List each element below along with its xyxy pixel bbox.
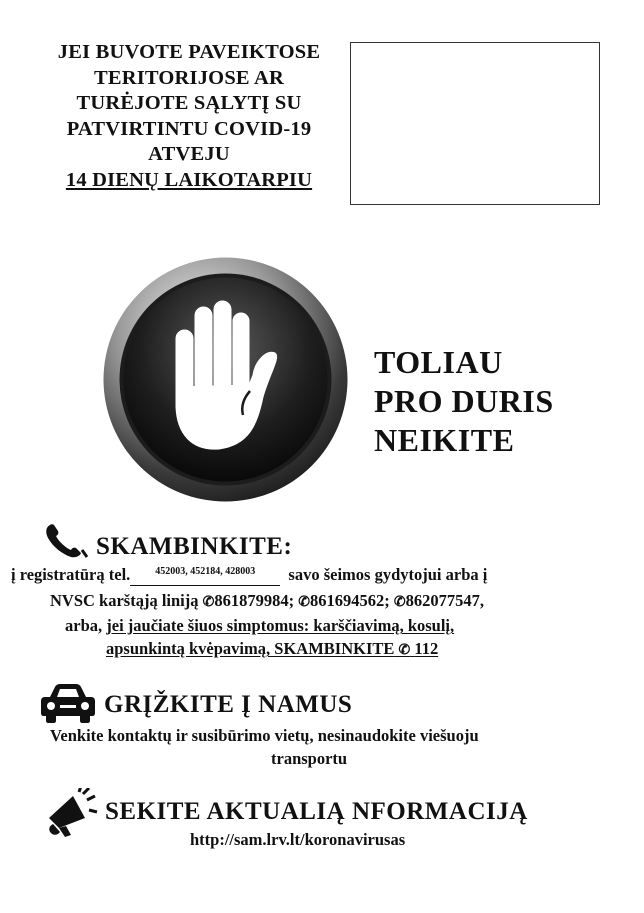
call-line-2	[50, 591, 484, 611]
home-section-title: GRĮŽKITE Į NAMUS	[104, 691, 353, 718]
info-url: http://sam.lrv.lt/koronavirusas	[190, 830, 406, 849]
hotline-phone-1: 861879984;	[214, 591, 295, 610]
phone-icon	[44, 523, 88, 559]
emergency-line	[106, 639, 438, 658]
symptoms-text: jei jaučiate šiuos simptomus: karščiavimą, kosulį,	[106, 616, 455, 635]
header-period-line: 14 DIENŲ LAIKOTARPIU	[65, 168, 313, 191]
registration-text: į registratūrą tel.	[11, 565, 131, 584]
call-line-1	[11, 565, 487, 586]
home-line-1: Venkite kontaktų ir susibūrimo vietų, nesinaudokite viešuoju	[50, 726, 479, 745]
call-line-3	[65, 616, 454, 636]
phone-small-icon: ✆	[393, 595, 406, 610]
header-line: ATVEJU	[148, 143, 230, 165]
info-section-title: SEKITE AKTUALIĄ NFORMACIJĄ	[105, 798, 528, 825]
registration-numbers: 452003, 452184, 428003	[155, 566, 256, 577]
emergency-number: 112	[414, 639, 439, 658]
hotline-text: NVSC karštąją liniją	[50, 591, 203, 610]
header-line: JEI BUVOTE PAVEIKTOSE	[57, 41, 321, 63]
home-line-2: transportu	[271, 749, 348, 768]
or-text: arba,	[65, 616, 107, 635]
header-heading	[30, 40, 348, 193]
phone-small-icon: ✆	[298, 595, 310, 610]
warning-heading	[374, 343, 554, 460]
warning-line: NEIKITE	[374, 422, 515, 458]
header-line: TERITORIJOSE AR	[93, 66, 285, 89]
header-line: PATVIRTINTU COVID-19	[66, 117, 312, 140]
family-doctor-text: savo šeimos gydytojui arba į	[288, 565, 488, 584]
phone-small-icon: ✆	[202, 595, 215, 610]
megaphone-icon	[45, 788, 99, 838]
empty-box	[350, 42, 600, 205]
stop-hand-icon	[103, 257, 348, 502]
emergency-text: apsunkintą kvėpavimą, SKAMBINKITE	[106, 639, 395, 658]
call-line-4	[106, 639, 438, 659]
car-icon	[40, 683, 96, 723]
call-section-title: SKAMBINKITE:	[96, 533, 293, 560]
warning-line: PRO DURIS	[374, 383, 554, 419]
hotline-phone-3: 862077547,	[405, 591, 484, 610]
phone-small-icon: ✆	[398, 643, 411, 658]
warning-line: TOLIAU	[374, 344, 503, 380]
hotline-phone-2: 861694562;	[309, 591, 390, 610]
header-line: TURĖJOTE SĄLYTĮ SU	[76, 92, 302, 114]
